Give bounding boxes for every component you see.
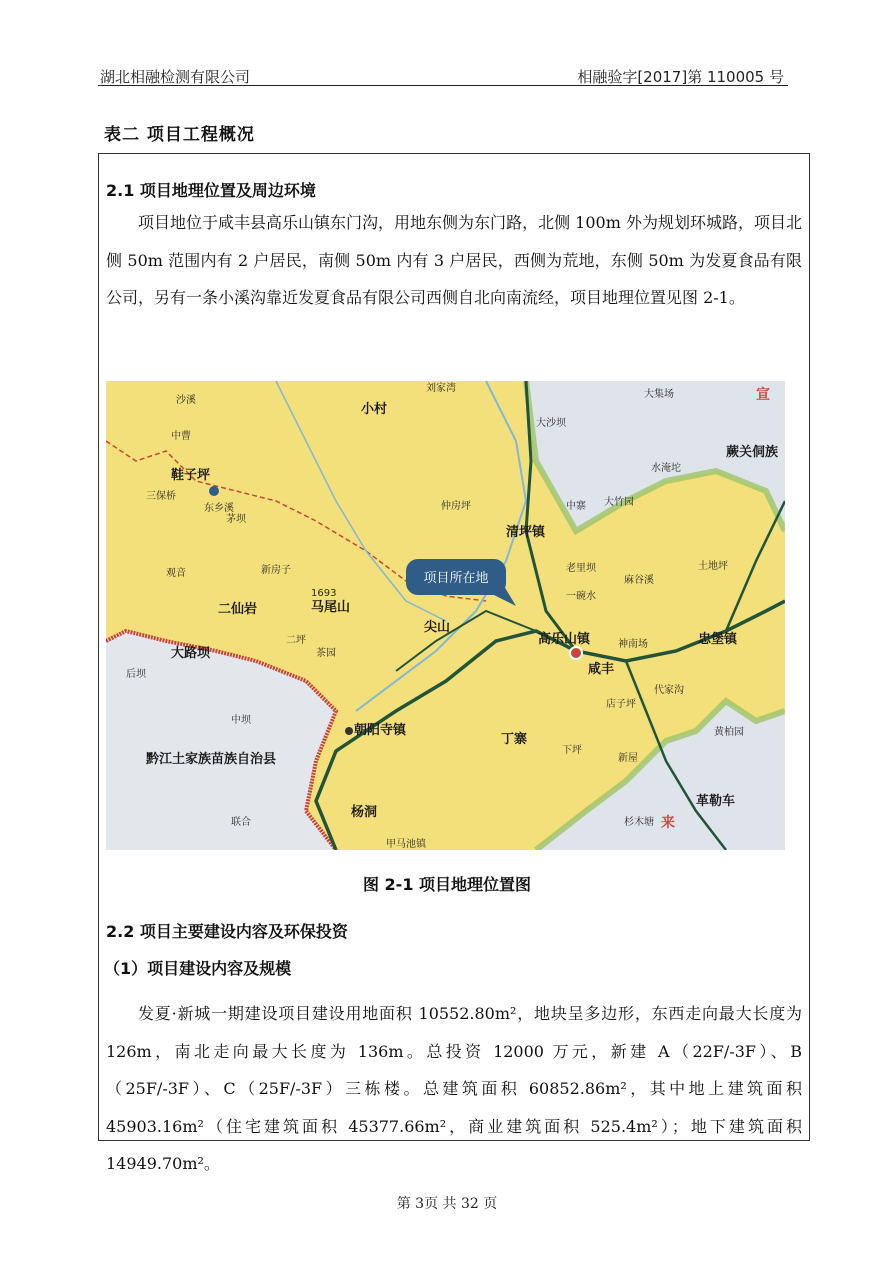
map-label: 咸丰 xyxy=(588,662,615,677)
map-label: 1693 xyxy=(311,588,337,599)
figure-caption: 图 2-1 项目地理位置图 xyxy=(362,875,532,894)
map-label: 土地坪 xyxy=(698,561,728,572)
map-label: 来 xyxy=(661,815,675,831)
map-label: 杉木塘 xyxy=(624,817,654,828)
map-label: 新房子 xyxy=(261,565,291,576)
map-label: 大集场 xyxy=(644,389,674,400)
header-rule xyxy=(98,85,788,86)
map-label: 大沙坝 xyxy=(536,418,566,429)
section-2-2-paragraph: 发夏·新城一期建设项目建设用地面积 10552.80m²，地块呈多边形，东西走向最大长度为 126m，南北走向最大长度为 136m。总投资 12000 万元，新建 A（22F/-3F）、B（25F/-3F）、C（25F/-3F）三栋楼。总建筑面积 60852.86m²，其中地上建筑面积 45903.16m²（住宅建筑面积 45377.66m²，商业建筑面积 525.4m²）；地下建筑面积 14949.70m²。 xyxy=(106,1004,802,1173)
map-label: 中曹 xyxy=(171,431,191,442)
map-label: 二坪 xyxy=(286,635,306,646)
map-label: 东乡溪 xyxy=(204,503,234,514)
map-label: 中坝 xyxy=(231,715,251,726)
map-label: 新屋 xyxy=(618,753,638,764)
map-label: 朝阳寺镇 xyxy=(354,723,407,738)
map-label: 中寨 xyxy=(566,501,586,512)
location-map xyxy=(106,381,785,850)
map-label: 店子坪 xyxy=(606,699,636,710)
page-footer: 第 3页 共 32 页 xyxy=(396,1196,498,1212)
map-label: 甲马池镇 xyxy=(386,839,426,850)
map-label: 马尾山 xyxy=(311,600,351,615)
section-2-2-heading: 2.2 项目主要建设内容及环保投资 xyxy=(106,922,348,941)
map-label: 后坝 xyxy=(126,669,146,680)
header-company: 湖北相融检测有限公司 xyxy=(100,68,251,86)
section-2-1-heading: 2.1 项目地理位置及周边环境 xyxy=(106,181,316,200)
table-title: 表二 项目工程概况 xyxy=(104,125,255,145)
map-label: 小村 xyxy=(361,402,388,417)
map-label: 代家沟 xyxy=(654,685,684,696)
map-label: 宣 xyxy=(756,387,770,403)
map-label: 沙溪 xyxy=(176,395,196,406)
map-label: 联合 xyxy=(231,817,251,828)
map-label: 刘家湾 xyxy=(426,383,456,394)
map-label: 黔江土家族苗族自治县 xyxy=(146,752,277,767)
map-label: 三保桥 xyxy=(146,491,176,502)
map-label: 黄柏园 xyxy=(714,727,744,738)
map-label: 忠堡镇 xyxy=(698,632,738,647)
section-2-2-subheading: （1）项目建设内容及规模 xyxy=(104,959,292,978)
map-label: 观音 xyxy=(166,568,186,579)
map-label: 老里坝 xyxy=(566,563,596,574)
section-2-1-paragraph: 项目地位于咸丰县高乐山镇东门沟，用地东侧为东门路，北侧 100m 外为规划环城路，项目北侧 50m 范围内有 2 户居民，南侧 50m 内有 3 户居民，西侧为荒地，东侧 50m 为发夏食品有限公司，另有一条小溪沟靠近发夏食品有限公司西侧自北向南流经，项目地理位置见图 2-1。 xyxy=(106,213,802,307)
map-label: 大竹园 xyxy=(604,497,634,508)
map-label: 水淹坨 xyxy=(651,463,681,474)
map-label: 麻谷溪 xyxy=(624,575,654,586)
map-label: 下坪 xyxy=(562,745,582,756)
map-label: 茶园 xyxy=(316,648,336,659)
map-label: 茅坝 xyxy=(226,514,246,525)
map-label: 仲房坪 xyxy=(441,501,471,512)
callout-label: 项目所在地 xyxy=(423,571,489,586)
map-label: 大路坝 xyxy=(171,646,211,661)
map-label: 尖山 xyxy=(424,620,451,635)
header-report-number: 相融验字[2017]第 110005 号 xyxy=(577,68,784,86)
map-label: 神南场 xyxy=(618,639,648,650)
map-label: 一碗水 xyxy=(566,591,596,602)
map-label: 杨洞 xyxy=(351,805,378,820)
map-label: 清坪镇 xyxy=(506,525,546,540)
map-label: 高乐山镇 xyxy=(538,632,591,647)
map-label: 革勒车 xyxy=(696,794,736,809)
map-label: 丁寨 xyxy=(501,732,528,747)
map-label: 鞋子坪 xyxy=(171,468,211,483)
map-label: 二仙岩 xyxy=(218,602,258,617)
map-label: 蕨关侗族 xyxy=(726,445,779,460)
